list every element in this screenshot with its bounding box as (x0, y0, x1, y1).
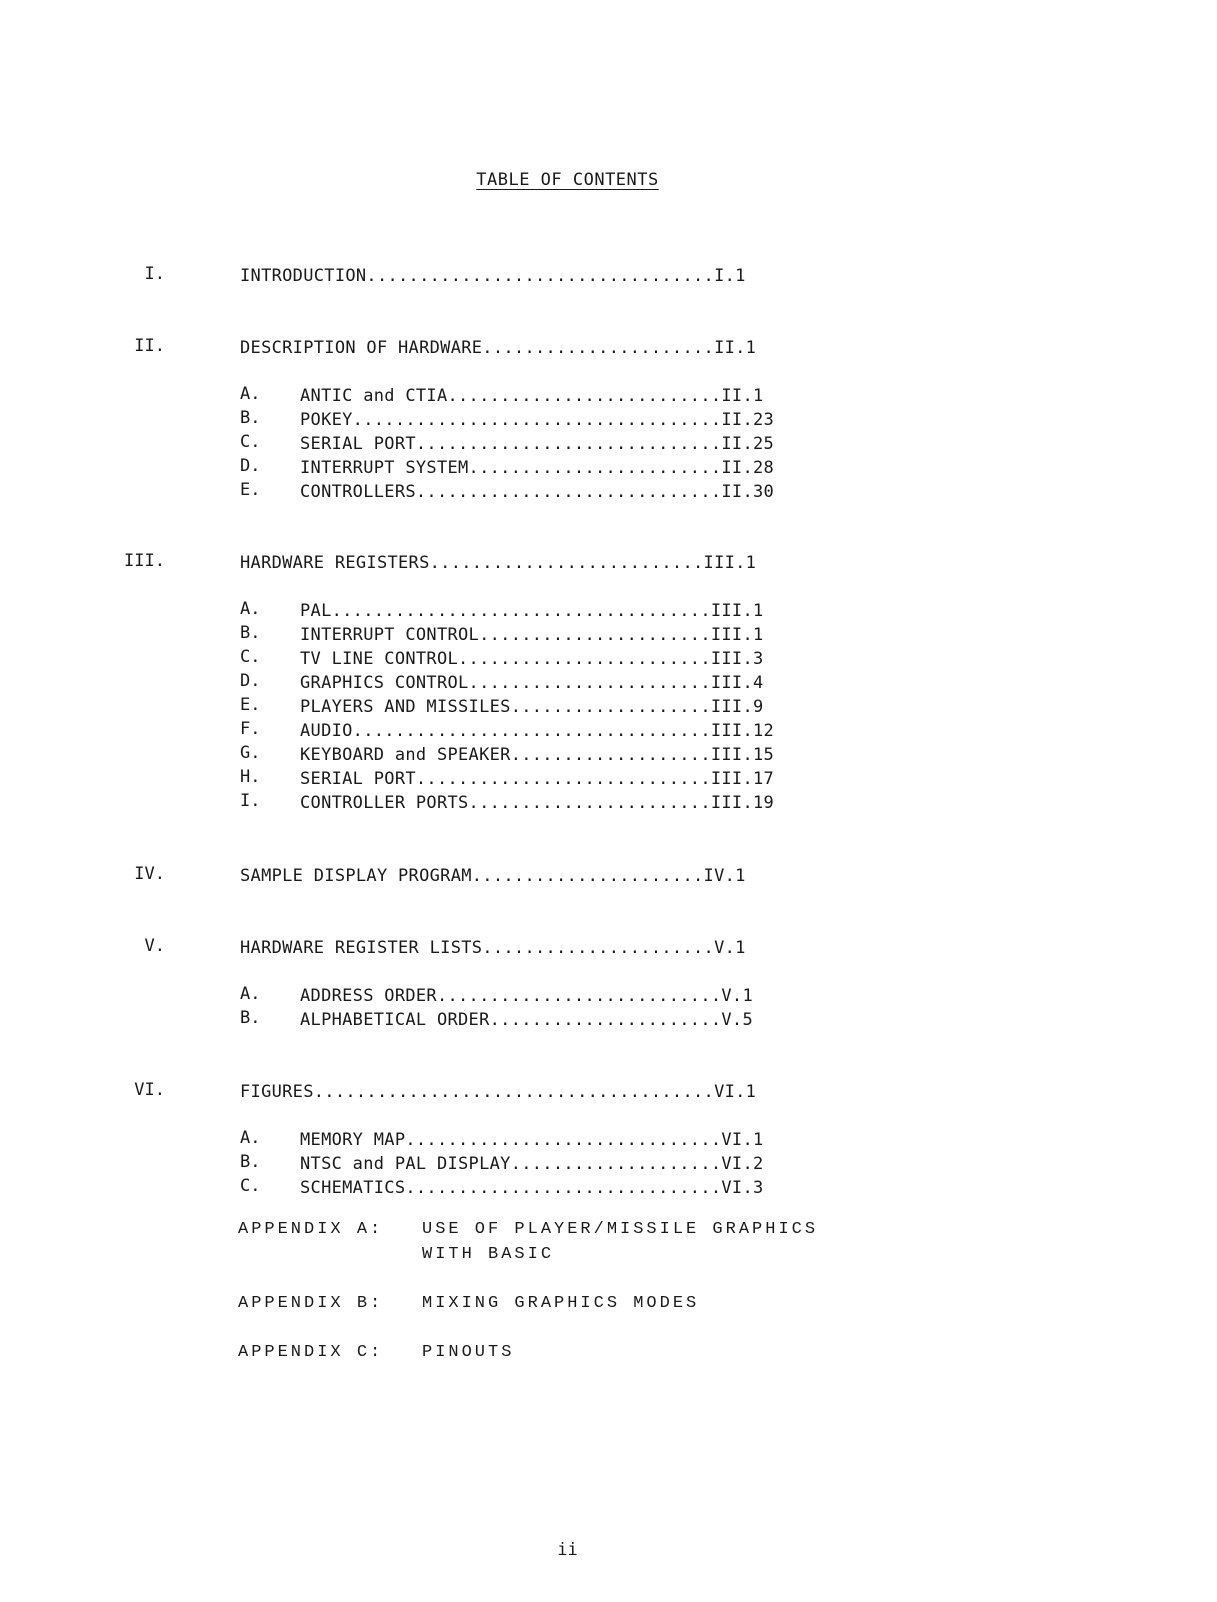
subsection-letter: A. (240, 984, 261, 1004)
subsection-letter: B. (240, 408, 261, 428)
toc-entry: FIGURES......................................VI.1 (240, 1082, 757, 1102)
toc-subentry: ALPHABETICAL ORDER......................V.5 (300, 1010, 753, 1030)
toc-subentry: KEYBOARD and SPEAKER...................III.15 (300, 745, 775, 765)
appendix-title: MIXING GRAPHICS MODES (422, 1294, 700, 1313)
subsection-letter: H. (240, 767, 261, 787)
subsection-letter: I. (240, 791, 261, 811)
toc-subentry: MEMORY MAP..............................VI.1 (300, 1130, 764, 1150)
appendix-label: APPENDIX C: (238, 1343, 384, 1362)
section-number: V. (144, 936, 165, 956)
toc-subentry: ADDRESS ORDER...........................V.1 (300, 986, 753, 1006)
toc-subentry: AUDIO..................................III.12 (300, 721, 775, 741)
appendix-title: PINOUTS (422, 1343, 515, 1362)
subsection-letter: B. (240, 623, 261, 643)
appendix-label: APPENDIX B: (238, 1294, 384, 1313)
subsection-letter: A. (240, 384, 261, 404)
toc-subentry: TV LINE CONTROL........................III.3 (300, 649, 764, 669)
section-number: III. (124, 551, 165, 571)
subsection-letter: E. (240, 480, 261, 500)
toc-subentry: SERIAL PORT.............................II.25 (300, 434, 775, 454)
toc-subentry: ANTIC and CTIA..........................II.1 (300, 386, 764, 406)
toc-entry: DESCRIPTION OF HARDWARE......................II.1 (240, 338, 757, 358)
toc-subentry: NTSC and PAL DISPLAY....................VI.2 (300, 1154, 764, 1174)
toc-subentry: POKEY...................................II.23 (300, 410, 775, 430)
appendix-label: APPENDIX A: (238, 1220, 384, 1239)
page-number: ii (557, 1540, 578, 1560)
subsection-letter: G. (240, 743, 261, 763)
toc-subentry: PLAYERS AND MISSILES...................III.9 (300, 697, 764, 717)
toc-entry: INTRODUCTION.................................I.1 (240, 266, 746, 286)
subsection-letter: D. (240, 671, 261, 691)
subsection-letter: F. (240, 719, 261, 739)
section-number: IV. (134, 864, 165, 884)
subsection-letter: A. (240, 1128, 261, 1148)
section-number: II. (134, 336, 165, 356)
toc-subentry: PAL....................................III.1 (300, 601, 764, 621)
subsection-letter: D. (240, 456, 261, 476)
toc-subentry: CONTROLLERS.............................II.30 (300, 482, 775, 502)
subsection-letter: B. (240, 1152, 261, 1172)
section-number: VI. (134, 1080, 165, 1100)
toc-subentry: GRAPHICS CONTROL.......................III.4 (300, 673, 764, 693)
subsection-letter: C. (240, 432, 261, 452)
toc-subentry: SERIAL PORT............................III.17 (300, 769, 775, 789)
subsection-letter: C. (240, 647, 261, 667)
subsection-letter: B. (240, 1008, 261, 1028)
section-number: I. (144, 264, 165, 284)
subsection-letter: A. (240, 599, 261, 619)
toc-entry: SAMPLE DISPLAY PROGRAM......................IV.1 (240, 866, 746, 886)
appendix-title: WITH BASIC (422, 1245, 555, 1264)
toc-entry: HARDWARE REGISTERS..........................III.1 (240, 553, 757, 573)
toc-subentry: INTERRUPT CONTROL......................III.1 (300, 625, 764, 645)
page-title: TABLE OF CONTENTS (476, 170, 659, 190)
toc-subentry: CONTROLLER PORTS.......................III.19 (300, 793, 775, 813)
toc-entry: HARDWARE REGISTER LISTS......................V.1 (240, 938, 746, 958)
toc-subentry: INTERRUPT SYSTEM........................II.28 (300, 458, 775, 478)
subsection-letter: C. (240, 1176, 261, 1196)
toc-subentry: SCHEMATICS..............................VI.3 (300, 1178, 764, 1198)
appendix-title: USE OF PLAYER/MISSILE GRAPHICS (422, 1220, 819, 1239)
subsection-letter: E. (240, 695, 261, 715)
